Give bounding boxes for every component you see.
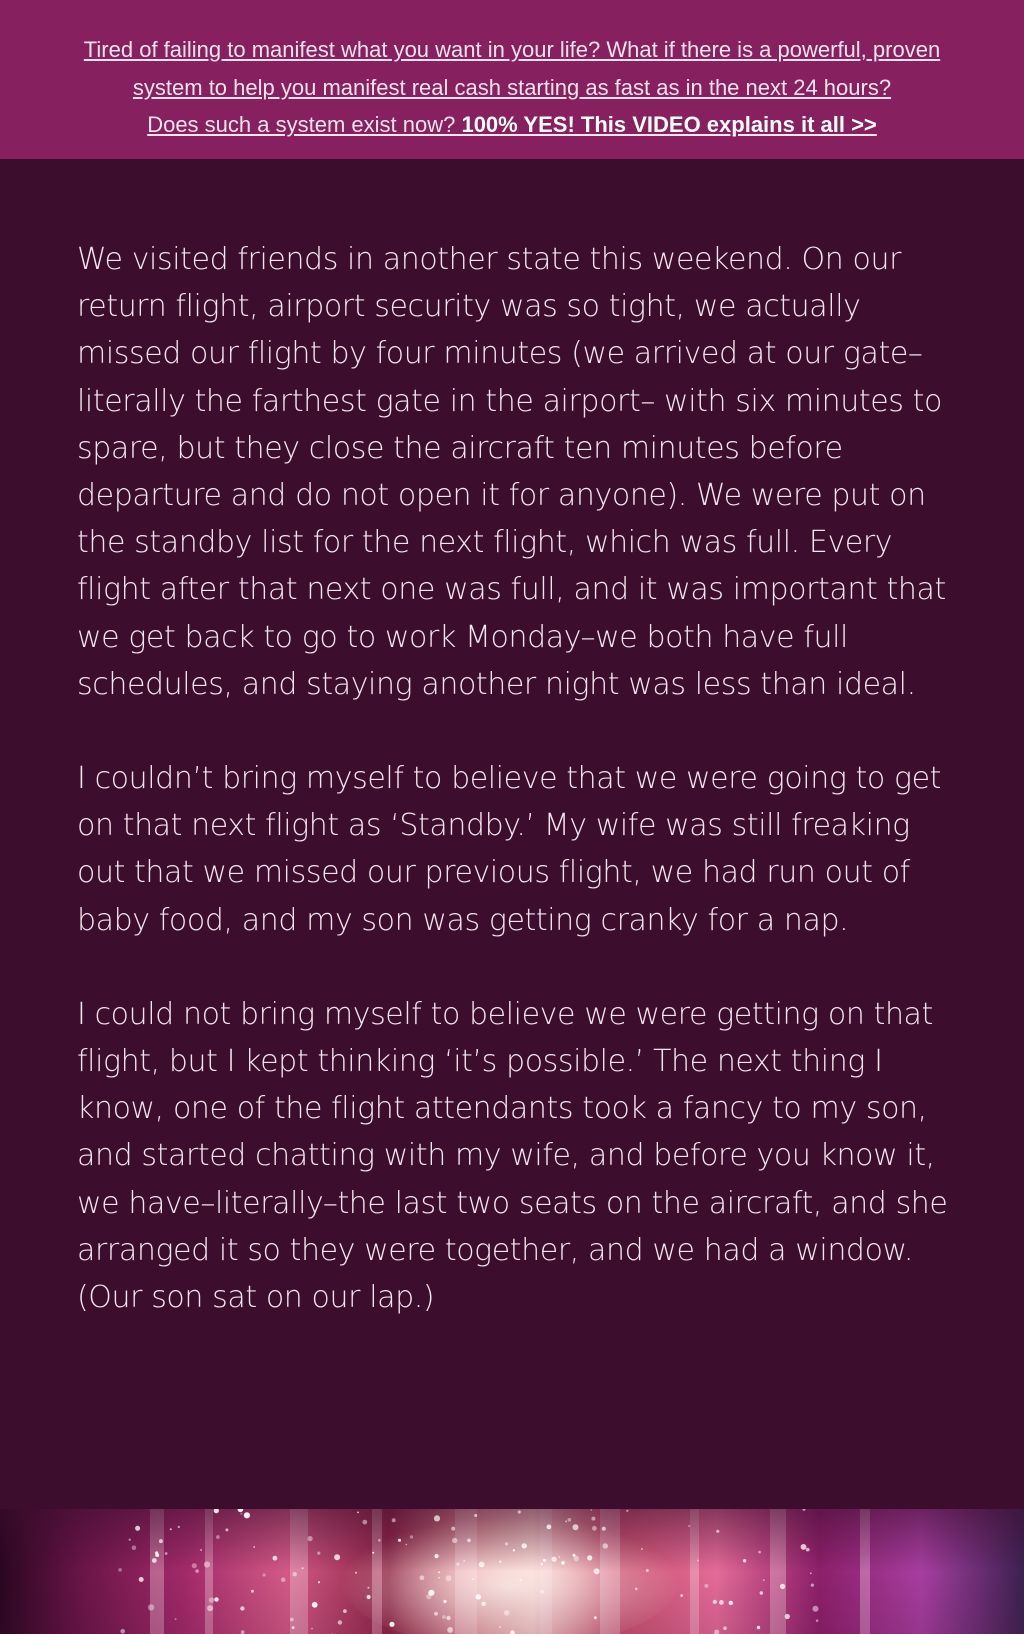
promo-banner	[0, 0, 1024, 159]
sparkle-dot	[334, 1554, 340, 1560]
sparkle-dot	[118, 1568, 122, 1572]
promo-text-line3: Does such a system exist now?	[147, 112, 462, 137]
sparkle-dot	[406, 1544, 408, 1546]
sparkle-dot	[594, 1568, 600, 1574]
promo-banner-link[interactable]	[20, 31, 1004, 144]
sparkle-dot	[479, 1562, 485, 1568]
sparkle-dot	[253, 1546, 255, 1548]
sparkle-dot	[308, 1536, 313, 1541]
sparkle-dot	[719, 1600, 724, 1605]
sparkle-dot	[760, 1591, 763, 1594]
sparkle-dot	[806, 1548, 810, 1552]
sparkle-dot	[716, 1530, 719, 1533]
sparkle-dot	[635, 1588, 638, 1591]
sparkle-dot	[438, 1577, 440, 1579]
sparkle-dot	[816, 1619, 819, 1622]
sparkle-dot	[467, 1539, 471, 1543]
sparkle-dot	[152, 1558, 157, 1563]
sparkle-dot	[763, 1579, 765, 1581]
sparkle-dot	[216, 1535, 220, 1539]
sparkle-dot	[372, 1552, 374, 1554]
sparkle-dot	[729, 1601, 733, 1605]
sparkle-dot	[561, 1561, 565, 1565]
sparkle-dot	[251, 1590, 254, 1593]
sparkle-dot	[743, 1559, 746, 1562]
sparkle-dot	[558, 1556, 560, 1558]
sparkle-dot	[499, 1626, 501, 1628]
sparkle-dot	[594, 1616, 597, 1619]
sparkle-dot	[447, 1627, 453, 1633]
sparkle-dot	[209, 1597, 215, 1603]
sparkle-dot	[463, 1560, 465, 1562]
sparkle-dot	[704, 1584, 708, 1588]
sparkle-dot	[810, 1572, 812, 1574]
sparkle-dot	[543, 1559, 546, 1562]
sparkle-dot	[603, 1543, 608, 1548]
sparkle-dot	[518, 1510, 521, 1513]
sparkle-dot	[547, 1525, 552, 1530]
sparkle-dot	[192, 1563, 197, 1568]
sparkle-dot	[204, 1561, 210, 1567]
sparkle-dot	[318, 1581, 320, 1583]
sparkle-dot	[343, 1609, 347, 1613]
sparkle-dot	[317, 1552, 320, 1555]
sparkle-dot	[592, 1526, 597, 1531]
sparkle-dot	[573, 1524, 579, 1530]
promo-text-line2: system to help you manifest real cash starting as fast as in the next 24 hours?	[132, 74, 892, 100]
promo-cta: 100% YES! This VIDEO explains it all >>	[461, 112, 877, 137]
sparkle-dot	[476, 1594, 481, 1599]
sparkle-dot	[281, 1577, 286, 1582]
sparkle-dot	[392, 1518, 396, 1522]
sparkle-dot	[757, 1626, 760, 1629]
sparkle-dot	[446, 1616, 450, 1620]
sparkle-dot	[129, 1539, 131, 1541]
sparkle-dot	[602, 1527, 606, 1531]
sparkle-dot	[626, 1510, 628, 1512]
sparkle-dot	[378, 1539, 381, 1542]
sparkle-dot	[367, 1587, 369, 1589]
sparkle-dot	[499, 1561, 501, 1563]
sparkle-dot	[520, 1579, 522, 1581]
sparkle-dot	[565, 1520, 567, 1522]
sparkle-dot	[240, 1606, 244, 1610]
sparkle-dot	[389, 1622, 394, 1627]
sparkle-dot	[697, 1560, 699, 1562]
sparkle-dot	[785, 1614, 790, 1619]
sparkle-dot	[155, 1551, 158, 1554]
sparkle-dot	[175, 1618, 177, 1620]
sparkle-dot	[410, 1535, 413, 1538]
sparkle-dot	[591, 1517, 595, 1521]
sparkle-dot	[302, 1567, 304, 1569]
article-paragraph-2: I couldn’t bring myself to believe that we were going to get on that next flight as ‘Standby.’ My wife was still freaking out that we missed our previous flight, we had run out of baby food, and my son was getting cranky for a nap.	[77, 761, 942, 938]
sparkle-dot	[420, 1575, 425, 1580]
sparkle-dot	[568, 1518, 572, 1522]
sparkle-dot	[367, 1595, 371, 1599]
article-paragraph-1: We visited friends in another state this weekend. On our return flight, airport security was so tight, we actually missed our flight by four minutes (we arrived at our gate– literally the farthest gate in the airport– with six minutes to spare, but they close the aircraft ten minutes before departure and do not open it for anyone). We were put on the standby list for the next flight, which was full. Every flight after that next one was full, and it was important that we get back to go to work Monday–we both have full schedules, and staying another night was less than ideal.	[77, 242, 946, 702]
sparkle-dot	[132, 1545, 137, 1550]
sparkle-dot	[452, 1538, 457, 1543]
sparkle-dot	[504, 1610, 510, 1616]
sparkle-dot	[573, 1556, 579, 1562]
sparkle-dot	[159, 1539, 163, 1543]
sparkle-dot	[590, 1509, 592, 1511]
sparkle-dot	[442, 1615, 446, 1619]
sparkle-dot	[170, 1528, 172, 1530]
sparkle-dot	[148, 1604, 154, 1610]
sparkle-dot	[811, 1584, 814, 1587]
sparkle-dot	[641, 1548, 643, 1550]
sparkle-dot	[200, 1549, 202, 1551]
sparkle-dot	[456, 1562, 459, 1565]
sparkle-dot	[540, 1590, 544, 1594]
sparkle-dot	[758, 1551, 761, 1554]
sparkle-dot	[426, 1594, 431, 1599]
sparkle-dot	[357, 1512, 359, 1514]
sparkle-dot	[135, 1526, 140, 1531]
sparkle-dot	[207, 1605, 213, 1611]
sparkle-dot	[646, 1569, 649, 1572]
sparkle-dot	[178, 1526, 180, 1528]
sparkle-dot	[292, 1626, 295, 1629]
sparkle-dot	[680, 1594, 683, 1597]
sparkle-dot	[434, 1515, 440, 1521]
sparkle-dot	[505, 1542, 508, 1545]
sparkle-dot	[688, 1525, 690, 1527]
sparkle-dot	[139, 1577, 144, 1582]
sparkle-dot	[338, 1620, 342, 1624]
sparkle-dot	[522, 1543, 527, 1548]
sparkle-dot	[240, 1513, 242, 1515]
sparkle-dot	[362, 1520, 367, 1525]
sparkle-dot	[434, 1612, 438, 1616]
promo-text-line1: Tired of failing to manifest what you want in your life? What if there is a powerful, proven	[83, 37, 941, 62]
sparkle-dot	[587, 1555, 592, 1560]
sparkle-dot	[225, 1528, 228, 1531]
sparkle-dot	[398, 1539, 401, 1542]
sparkle-dot	[244, 1512, 250, 1518]
sparkle-dot	[120, 1629, 125, 1634]
sparkle-dot	[165, 1552, 168, 1555]
sparkle-dot	[552, 1557, 557, 1562]
sparkle-dot	[311, 1628, 313, 1630]
sparkle-dot	[472, 1578, 474, 1580]
article-paragraph-3: I could not bring myself to believe we were getting on that flight, but I kept thinking ‘it’s possible.’ The next thing I know, one of the flight attendants took a fancy to my son, and started chatting with my wife, and before you know it, we have–literally–the last two seats on the aircraft, and she arranged it so they were together, and we had a window. (Our son sat on our lap.)	[77, 996, 948, 1316]
sparkle-dot	[723, 1626, 727, 1630]
sparkle-dot	[241, 1630, 245, 1634]
sparkle-dot	[443, 1600, 446, 1603]
sparkle-dot	[438, 1571, 440, 1573]
sparkle-dot	[273, 1556, 278, 1561]
sparkle-dot	[355, 1572, 357, 1574]
sparkle-dot	[713, 1600, 717, 1604]
sparkle-dot	[214, 1597, 218, 1601]
sparkle-dot	[801, 1544, 807, 1550]
sparkle-dot	[312, 1602, 318, 1608]
sparkle-dot	[474, 1514, 477, 1517]
sparkle-dot	[263, 1573, 266, 1576]
sparkle-dot	[541, 1563, 543, 1565]
article-body	[77, 236, 957, 1368]
sparkle-light-curtain-image	[0, 1509, 1024, 1634]
sparkle-dot	[195, 1569, 199, 1573]
sparkle-dot	[293, 1572, 297, 1576]
sparkle-dot	[434, 1554, 438, 1558]
sparkle-dot	[451, 1527, 455, 1531]
sparkle-dot	[446, 1575, 452, 1581]
sparkle-dot	[813, 1606, 819, 1612]
sparkle-dot	[780, 1584, 785, 1589]
sparkle-dot	[481, 1602, 485, 1606]
sparkle-dot	[513, 1549, 515, 1551]
sparkle-dot	[290, 1618, 294, 1622]
